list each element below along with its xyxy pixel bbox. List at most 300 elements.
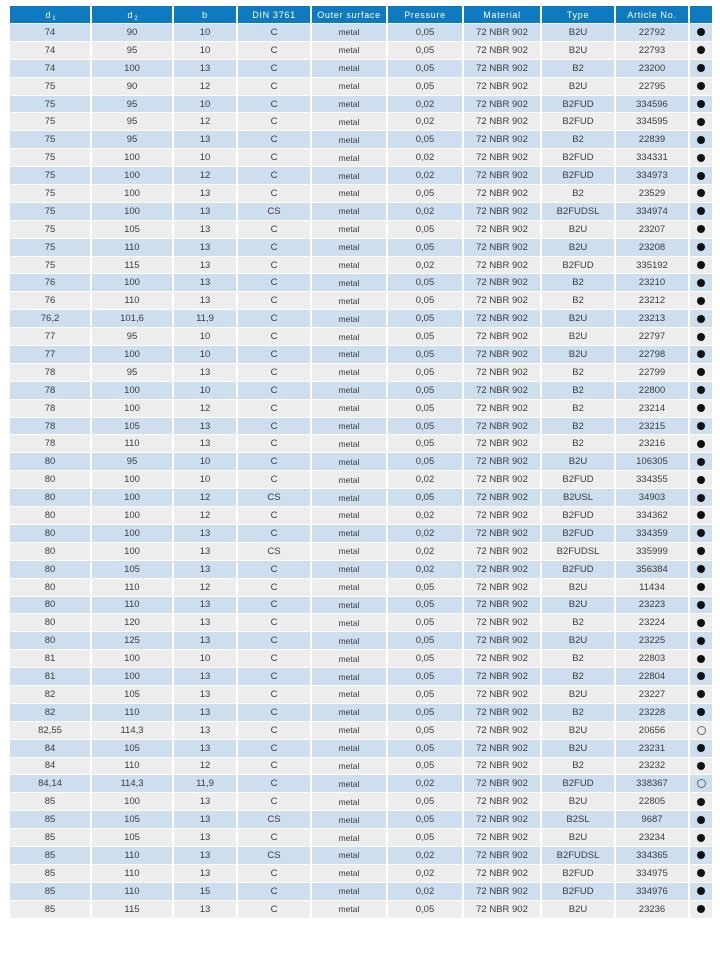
table-cell-outer: metal: [312, 668, 386, 685]
availability-cell: [690, 489, 712, 506]
table-cell-type: B2FUD: [542, 507, 614, 524]
column-header-label: DIN 3761: [252, 9, 296, 20]
table-cell-type: B2FUD: [542, 865, 614, 882]
table-cell-d2: 100: [92, 543, 172, 560]
table-cell-din: C: [238, 292, 310, 309]
table-cell-d1: 80: [10, 507, 90, 524]
table-cell-d1: 84: [10, 740, 90, 757]
table-cell-din: C: [238, 96, 310, 113]
table-cell-article: 23210: [616, 274, 688, 291]
column-header-availability: [690, 6, 712, 23]
table-cell-b: 15: [174, 883, 236, 900]
table-cell-article: 23200: [616, 60, 688, 77]
table-cell-d2: 125: [92, 632, 172, 649]
table-cell-b: 13: [174, 274, 236, 291]
table-cell-type: B2U: [542, 453, 614, 470]
table-cell-outer: metal: [312, 758, 386, 775]
table-cell-material: 72 NBR 902: [464, 42, 540, 59]
table-cell-type: B2: [542, 382, 614, 399]
column-header-material: [464, 6, 540, 23]
table-row: [10, 185, 712, 202]
table-cell-d1: 85: [10, 829, 90, 846]
availability-hollow-circle-icon: [697, 779, 706, 788]
table-cell-pressure: 0,05: [388, 489, 462, 506]
availability-filled-circle-icon: [697, 386, 705, 394]
table-cell-outer: metal: [312, 292, 386, 309]
table-cell-d2: 100: [92, 507, 172, 524]
table-row: [10, 507, 712, 524]
table-cell-article: 335999: [616, 543, 688, 560]
table-cell-d1: 75: [10, 167, 90, 184]
table-row: [10, 60, 712, 77]
table-cell-type: B2U: [542, 597, 614, 614]
table-cell-article: 23225: [616, 632, 688, 649]
table-cell-d2: 110: [92, 239, 172, 256]
table-cell-pressure: 0,05: [388, 239, 462, 256]
availability-filled-circle-icon: [697, 672, 705, 680]
table-cell-b: 10: [174, 382, 236, 399]
table-cell-d2: 95: [92, 328, 172, 345]
table-cell-material: 72 NBR 902: [464, 865, 540, 882]
table-cell-d1: 76: [10, 274, 90, 291]
table-cell-type: B2FUD: [542, 883, 614, 900]
table-cell-type: B2: [542, 274, 614, 291]
table-cell-article: 334596: [616, 96, 688, 113]
table-row: [10, 167, 712, 184]
table-cell-din: C: [238, 24, 310, 41]
table-cell-d2: 120: [92, 614, 172, 631]
table-cell-material: 72 NBR 902: [464, 364, 540, 381]
availability-cell: [690, 793, 712, 810]
availability-filled-circle-icon: [697, 64, 705, 72]
availability-filled-circle-icon: [697, 905, 705, 913]
table-cell-b: 13: [174, 668, 236, 685]
table-cell-pressure: 0,05: [388, 632, 462, 649]
availability-cell: [690, 811, 712, 828]
availability-cell: [690, 758, 712, 775]
availability-filled-circle-icon: [697, 744, 705, 752]
column-header-label: Outer surface: [317, 9, 381, 20]
table-cell-d2: 100: [92, 525, 172, 542]
availability-filled-circle-icon: [697, 368, 705, 376]
table-cell-b: 13: [174, 597, 236, 614]
table-cell-din: C: [238, 149, 310, 166]
table-row: [10, 543, 712, 560]
availability-cell: [690, 60, 712, 77]
table-cell-outer: metal: [312, 847, 386, 864]
table-cell-outer: metal: [312, 149, 386, 166]
availability-filled-circle-icon: [697, 243, 705, 251]
table-cell-b: 13: [174, 60, 236, 77]
availability-cell: [690, 883, 712, 900]
table-cell-outer: metal: [312, 543, 386, 560]
table-cell-d1: 82: [10, 704, 90, 721]
availability-filled-circle-icon: [697, 637, 705, 645]
table-row: [10, 96, 712, 113]
table-cell-d2: 114,3: [92, 722, 172, 739]
table-cell-d1: 75: [10, 131, 90, 148]
table-cell-d2: 100: [92, 60, 172, 77]
table-cell-type: B2: [542, 60, 614, 77]
availability-cell: [690, 704, 712, 721]
availability-cell: [690, 650, 712, 667]
availability-cell: [690, 382, 712, 399]
table-cell-material: 72 NBR 902: [464, 614, 540, 631]
table-cell-b: 10: [174, 96, 236, 113]
table-cell-d1: 80: [10, 597, 90, 614]
table-cell-material: 72 NBR 902: [464, 257, 540, 274]
table-cell-article: 23231: [616, 740, 688, 757]
table-row: [10, 668, 712, 685]
table-cell-b: 13: [174, 257, 236, 274]
table-cell-b: 12: [174, 489, 236, 506]
table-cell-d2: 105: [92, 829, 172, 846]
availability-cell: [690, 579, 712, 596]
table-cell-material: 72 NBR 902: [464, 507, 540, 524]
table-row: [10, 686, 712, 703]
table-cell-article: 334973: [616, 167, 688, 184]
availability-cell: [690, 686, 712, 703]
table-cell-b: 12: [174, 167, 236, 184]
table-cell-article: 23213: [616, 310, 688, 327]
table-cell-din: C: [238, 471, 310, 488]
table-row: [10, 400, 712, 417]
table-row: [10, 525, 712, 542]
table-cell-material: 72 NBR 902: [464, 382, 540, 399]
table-cell-material: 72 NBR 902: [464, 740, 540, 757]
availability-cell: [690, 24, 712, 41]
table-cell-type: B2U: [542, 686, 614, 703]
table-cell-pressure: 0,05: [388, 579, 462, 596]
table-row: [10, 131, 712, 148]
column-header-label: Material: [483, 9, 521, 20]
table-cell-d2: 100: [92, 167, 172, 184]
table-cell-material: 72 NBR 902: [464, 722, 540, 739]
table-cell-material: 72 NBR 902: [464, 346, 540, 363]
availability-cell: [690, 829, 712, 846]
table-cell-outer: metal: [312, 185, 386, 202]
availability-filled-circle-icon: [697, 422, 705, 430]
table-cell-d2: 115: [92, 257, 172, 274]
table-cell-b: 12: [174, 78, 236, 95]
table-cell-type: B2: [542, 131, 614, 148]
table-cell-din: C: [238, 614, 310, 631]
table-cell-pressure: 0,05: [388, 668, 462, 685]
table-row: [10, 650, 712, 667]
table-cell-d1: 76,2: [10, 310, 90, 327]
table-cell-outer: metal: [312, 579, 386, 596]
table-cell-outer: metal: [312, 364, 386, 381]
table-cell-d1: 82: [10, 686, 90, 703]
table-cell-pressure: 0,02: [388, 883, 462, 900]
table-cell-d2: 100: [92, 185, 172, 202]
table-cell-b: 13: [174, 614, 236, 631]
table-cell-b: 13: [174, 632, 236, 649]
table-cell-article: 22805: [616, 793, 688, 810]
table-cell-d2: 114,3: [92, 775, 172, 792]
availability-filled-circle-icon: [697, 46, 705, 54]
table-cell-material: 72 NBR 902: [464, 758, 540, 775]
table-cell-outer: metal: [312, 525, 386, 542]
table-cell-pressure: 0,05: [388, 310, 462, 327]
table-row: [10, 42, 712, 59]
table-row: [10, 149, 712, 166]
table-cell-d1: 81: [10, 668, 90, 685]
table-cell-d1: 85: [10, 793, 90, 810]
column-header-label: b: [202, 9, 208, 20]
availability-filled-circle-icon: [697, 279, 705, 287]
table-cell-type: B2: [542, 704, 614, 721]
table-cell-article: 23227: [616, 686, 688, 703]
table-cell-outer: metal: [312, 489, 386, 506]
table-row: [10, 597, 712, 614]
availability-cell: [690, 453, 712, 470]
table-cell-type: B2U: [542, 740, 614, 757]
availability-filled-circle-icon: [697, 816, 705, 824]
table-cell-material: 72 NBR 902: [464, 328, 540, 345]
table-cell-din: C: [238, 346, 310, 363]
table-cell-b: 10: [174, 346, 236, 363]
table-cell-pressure: 0,02: [388, 865, 462, 882]
availability-cell: [690, 113, 712, 130]
table-cell-d1: 84: [10, 758, 90, 775]
availability-filled-circle-icon: [697, 494, 705, 502]
table-cell-d1: 75: [10, 113, 90, 130]
table-cell-pressure: 0,05: [388, 418, 462, 435]
table-cell-outer: metal: [312, 418, 386, 435]
table-cell-outer: metal: [312, 650, 386, 667]
availability-filled-circle-icon: [697, 476, 705, 484]
table-cell-pressure: 0,05: [388, 185, 462, 202]
table-cell-outer: metal: [312, 471, 386, 488]
table-cell-d2: 100: [92, 650, 172, 667]
availability-cell: [690, 239, 712, 256]
table-cell-material: 72 NBR 902: [464, 793, 540, 810]
table-cell-din: C: [238, 650, 310, 667]
table-cell-pressure: 0,05: [388, 614, 462, 631]
table-cell-d1: 77: [10, 346, 90, 363]
table-cell-din: C: [238, 418, 310, 435]
table-cell-din: C: [238, 274, 310, 291]
table-cell-article: 9687: [616, 811, 688, 828]
table-cell-type: B2U: [542, 24, 614, 41]
table-cell-material: 72 NBR 902: [464, 149, 540, 166]
table-cell-article: 23215: [616, 418, 688, 435]
table-cell-b: 12: [174, 758, 236, 775]
table-cell-d2: 95: [92, 364, 172, 381]
table-cell-d1: 85: [10, 883, 90, 900]
table-cell-outer: metal: [312, 561, 386, 578]
table-cell-article: 34903: [616, 489, 688, 506]
table-cell-material: 72 NBR 902: [464, 167, 540, 184]
table-cell-article: 22792: [616, 24, 688, 41]
table-cell-d2: 105: [92, 740, 172, 757]
table-cell-material: 72 NBR 902: [464, 775, 540, 792]
table-cell-d2: 110: [92, 704, 172, 721]
table-cell-b: 13: [174, 131, 236, 148]
availability-cell: [690, 632, 712, 649]
table-cell-material: 72 NBR 902: [464, 471, 540, 488]
table-cell-b: 11,9: [174, 310, 236, 327]
table-cell-d1: 80: [10, 614, 90, 631]
table-cell-article: 23214: [616, 400, 688, 417]
table-cell-b: 13: [174, 239, 236, 256]
table-cell-d2: 110: [92, 847, 172, 864]
availability-cell: [690, 78, 712, 95]
table-cell-d1: 75: [10, 78, 90, 95]
table-row: [10, 274, 712, 291]
table-cell-din: C: [238, 239, 310, 256]
availability-filled-circle-icon: [697, 404, 705, 412]
table-cell-article: 23234: [616, 829, 688, 846]
table-cell-pressure: 0,05: [388, 901, 462, 918]
table-row: [10, 847, 712, 864]
table-cell-din: CS: [238, 543, 310, 560]
table-cell-d1: 75: [10, 185, 90, 202]
table-cell-din: C: [238, 775, 310, 792]
table-cell-d2: 95: [92, 113, 172, 130]
table-cell-d1: 74: [10, 24, 90, 41]
table-row: [10, 883, 712, 900]
table-cell-d2: 105: [92, 561, 172, 578]
availability-filled-circle-icon: [697, 189, 705, 197]
table-cell-d1: 81: [10, 650, 90, 667]
table-cell-type: B2FUD: [542, 167, 614, 184]
table-cell-din: C: [238, 364, 310, 381]
table-row: [10, 418, 712, 435]
table-row: [10, 328, 712, 345]
column-header-d2: [92, 6, 172, 23]
availability-cell: [690, 167, 712, 184]
table-cell-outer: metal: [312, 131, 386, 148]
table-row: [10, 489, 712, 506]
table-cell-din: C: [238, 758, 310, 775]
table-cell-din: CS: [238, 203, 310, 220]
table-cell-b: 11,9: [174, 775, 236, 792]
table-cell-type: B2U: [542, 793, 614, 810]
table-cell-b: 13: [174, 435, 236, 452]
table-row: [10, 775, 712, 792]
table-cell-pressure: 0,02: [388, 96, 462, 113]
availability-cell: [690, 847, 712, 864]
table-cell-article: 22797: [616, 328, 688, 345]
table-cell-din: CS: [238, 847, 310, 864]
table-cell-d1: 76: [10, 292, 90, 309]
table-cell-d2: 110: [92, 292, 172, 309]
table-cell-d2: 105: [92, 418, 172, 435]
table-row: [10, 113, 712, 130]
table-cell-d2: 115: [92, 901, 172, 918]
table-cell-type: B2FUDSL: [542, 203, 614, 220]
table-cell-pressure: 0,05: [388, 686, 462, 703]
table-cell-article: 23223: [616, 597, 688, 614]
table-cell-pressure: 0,02: [388, 471, 462, 488]
table-cell-pressure: 0,05: [388, 42, 462, 59]
table-cell-b: 13: [174, 811, 236, 828]
table-cell-pressure: 0,05: [388, 650, 462, 667]
table-cell-din: C: [238, 597, 310, 614]
table-cell-outer: metal: [312, 274, 386, 291]
table-row: [10, 579, 712, 596]
table-cell-b: 12: [174, 579, 236, 596]
table-cell-material: 72 NBR 902: [464, 239, 540, 256]
table-cell-outer: metal: [312, 382, 386, 399]
table-cell-d2: 110: [92, 865, 172, 882]
table-cell-b: 13: [174, 704, 236, 721]
table-cell-din: C: [238, 561, 310, 578]
product-table: [8, 5, 714, 919]
table-cell-d1: 85: [10, 847, 90, 864]
table-cell-type: B2U: [542, 346, 614, 363]
table-cell-b: 13: [174, 292, 236, 309]
availability-cell: [690, 543, 712, 560]
table-cell-material: 72 NBR 902: [464, 185, 540, 202]
table-cell-din: CS: [238, 811, 310, 828]
availability-filled-circle-icon: [697, 655, 705, 663]
table-cell-material: 72 NBR 902: [464, 561, 540, 578]
table-cell-type: B2: [542, 614, 614, 631]
table-cell-d1: 80: [10, 579, 90, 596]
table-cell-pressure: 0,02: [388, 847, 462, 864]
table-cell-outer: metal: [312, 507, 386, 524]
table-row: [10, 310, 712, 327]
table-cell-type: B2U: [542, 901, 614, 918]
table-cell-din: C: [238, 507, 310, 524]
table-cell-din: C: [238, 167, 310, 184]
availability-filled-circle-icon: [697, 297, 705, 305]
table-cell-d1: 75: [10, 96, 90, 113]
table-cell-b: 10: [174, 328, 236, 345]
table-cell-b: 10: [174, 453, 236, 470]
table-cell-material: 72 NBR 902: [464, 274, 540, 291]
table-cell-pressure: 0,05: [388, 400, 462, 417]
table-cell-type: B2U: [542, 722, 614, 739]
availability-filled-circle-icon: [697, 333, 705, 341]
table-cell-type: B2U: [542, 42, 614, 59]
table-cell-material: 72 NBR 902: [464, 310, 540, 327]
table-cell-b: 12: [174, 507, 236, 524]
table-cell-type: B2: [542, 292, 614, 309]
table-cell-outer: metal: [312, 453, 386, 470]
availability-filled-circle-icon: [697, 547, 705, 555]
availability-filled-circle-icon: [697, 565, 705, 573]
table-row: [10, 793, 712, 810]
table-cell-article: 334976: [616, 883, 688, 900]
table-cell-d2: 100: [92, 489, 172, 506]
table-cell-pressure: 0,05: [388, 292, 462, 309]
table-cell-d1: 84,14: [10, 775, 90, 792]
table-cell-b: 13: [174, 185, 236, 202]
availability-cell: [690, 185, 712, 202]
table-cell-pressure: 0,05: [388, 382, 462, 399]
table-cell-pressure: 0,05: [388, 78, 462, 95]
table-cell-din: C: [238, 829, 310, 846]
table-cell-article: 23207: [616, 221, 688, 238]
table-cell-d2: 90: [92, 78, 172, 95]
table-cell-din: CS: [238, 489, 310, 506]
table-cell-din: C: [238, 579, 310, 596]
table-cell-d1: 80: [10, 489, 90, 506]
table-cell-article: 22795: [616, 78, 688, 95]
availability-cell: [690, 96, 712, 113]
table-cell-d2: 100: [92, 346, 172, 363]
table-cell-material: 72 NBR 902: [464, 489, 540, 506]
availability-cell: [690, 668, 712, 685]
table-body: [10, 24, 712, 918]
availability-cell: [690, 561, 712, 578]
table-cell-material: 72 NBR 902: [464, 78, 540, 95]
table-cell-d2: 110: [92, 597, 172, 614]
